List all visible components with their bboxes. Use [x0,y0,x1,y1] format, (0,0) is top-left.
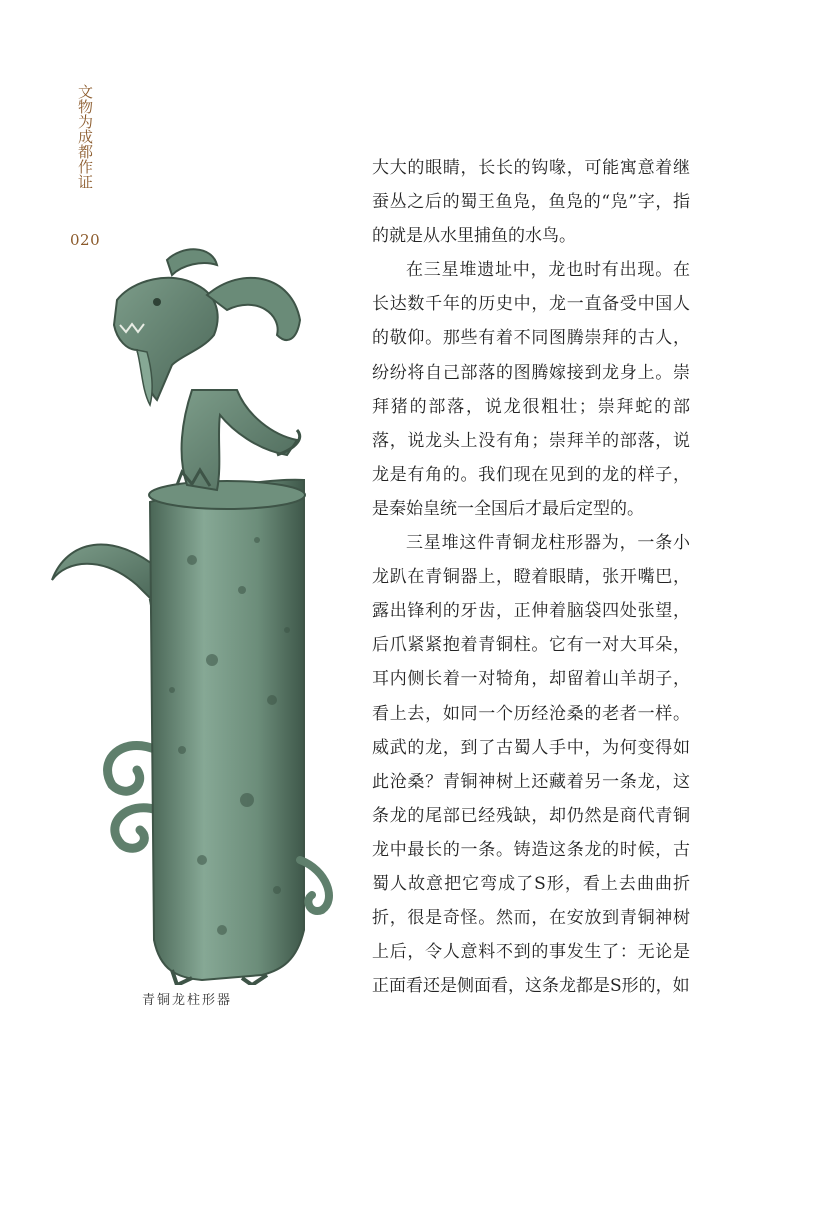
dragon-ear [167,249,217,275]
dragon-eye [153,298,161,306]
pillar-top [149,481,305,509]
body-text [372,151,690,1003]
left-fin [52,545,160,600]
bronze-dragon-pillar-image [42,240,342,985]
dragon-horn [207,278,300,340]
left-scroll [108,745,157,848]
page-number: 020 [70,231,101,249]
pillar-body [150,480,304,980]
dragon-head [114,278,218,400]
paragraph: 大大的眼睛，长长的钩喙，可能寓意着继蚕丛之后的蜀王鱼凫，鱼凫的“凫”字，指的就是从水里捕鱼的水鸟。 [372,158,690,247]
paragraph: 在三星堆遗址中，龙也时有出现。在长达数千年的历史中，龙一直备受中国人的敬仰。那些有着不同图腾崇拜的古人，纷纷将自己部落的图腾嫁接到龙身上。崇拜猪的部落，说龙很粗壮；崇拜蛇的部落，说龙头上没有角；崇拜羊的部落，说龙是有角的。我们现在见到的龙的样子，是秦始皇统一全国后才最后定型的。 [372,260,690,519]
paragraph: 三星堆这件青铜龙柱形器为，一条小龙趴在青铜器上，瞪着眼睛，张开嘴巴，露出锋利的牙齿，正伸着脑袋四处张望，后爪紧紧抱着青铜柱。它有一对大耳朵，耳内侧长着一对犄角，却留着山羊胡子，看上去，如同一个历经沧桑的老者一样。威武的龙，到了古蜀人手中，为何变得如此沧桑？青铜神树上还藏着另一条龙，这条龙的尾部已经残缺，却仍然是商代青铜龙中最长的一条。铸造这条龙的时候，古蜀人故意把它弯成了S形，看上去曲曲折折，很是奇怪。然而，在安放到青铜神树上后，令人意料不到的事发生了：无论是正面看还是侧面看，这条龙都是S形的，如 [372,533,690,997]
section-title: 文物为成都作证 [76,84,94,189]
figure-caption: 青铜龙柱形器 [142,993,233,1008]
